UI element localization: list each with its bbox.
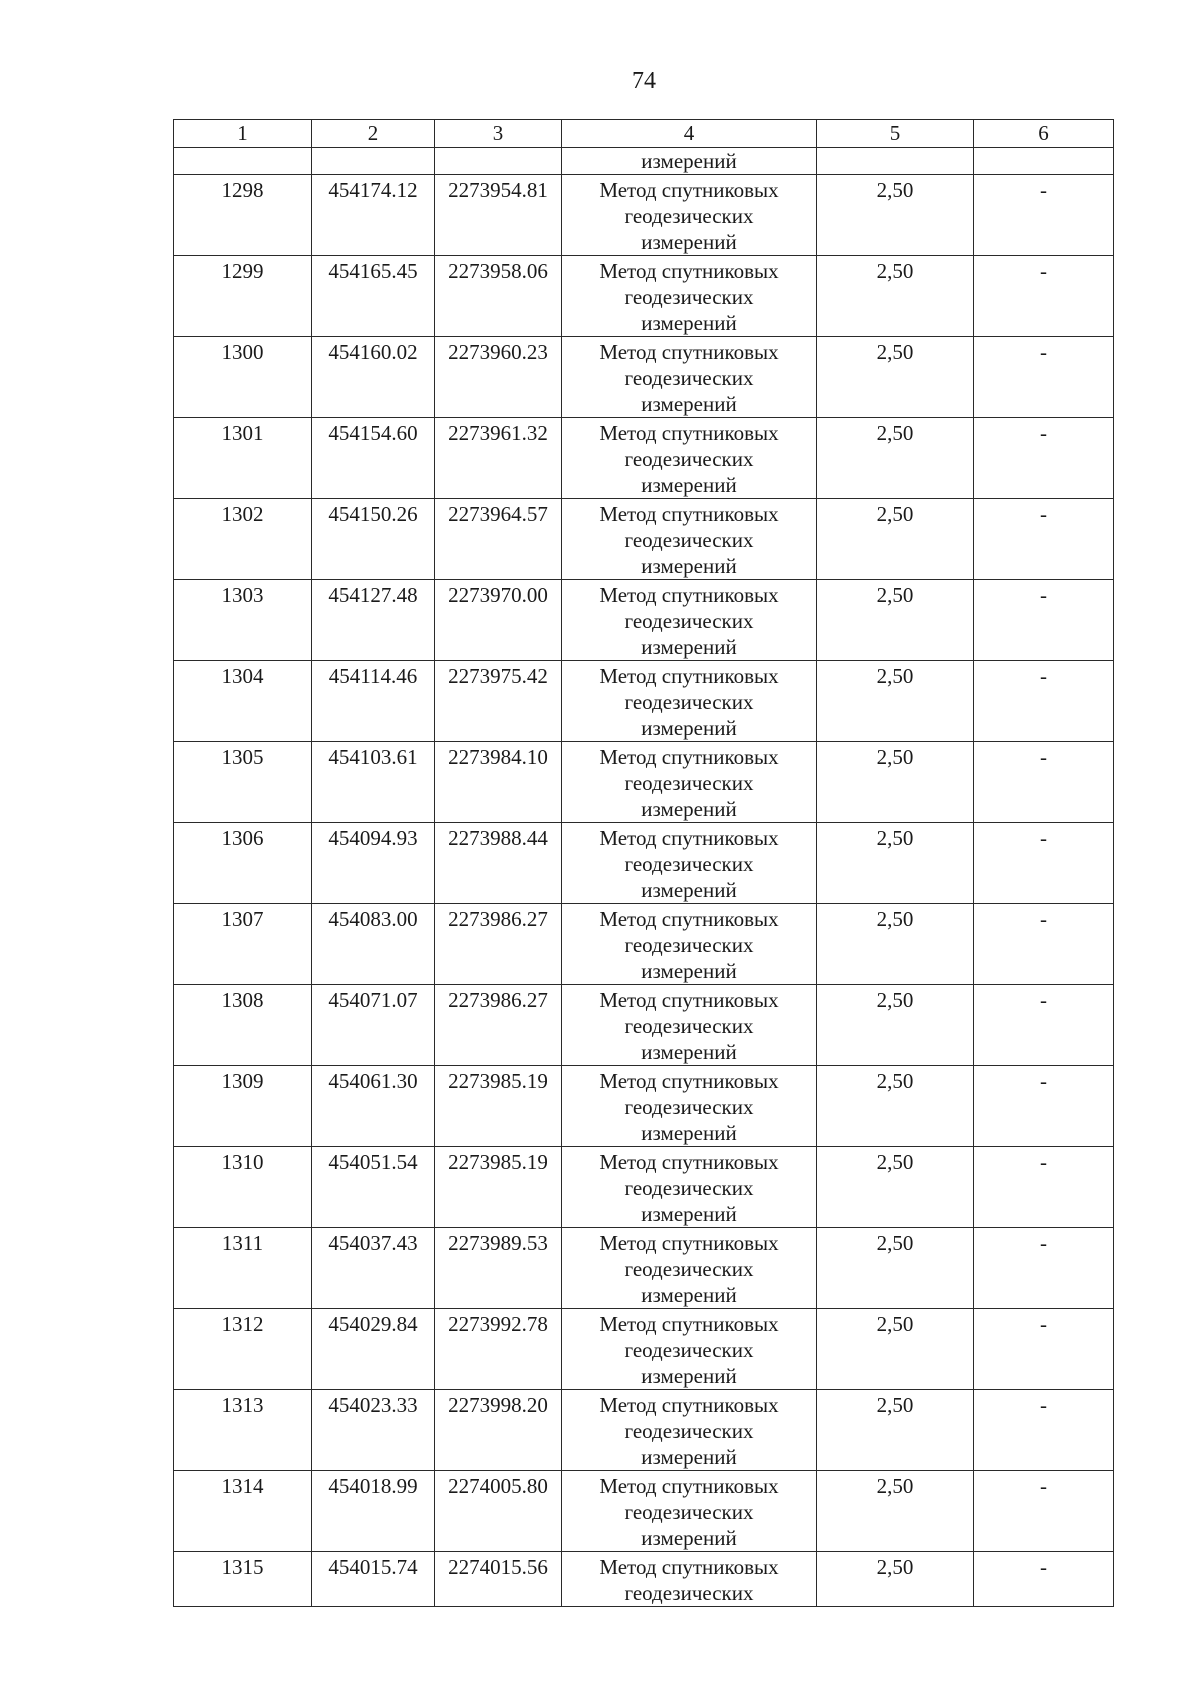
y-coordinate-cell: 2273985.19 bbox=[435, 1147, 562, 1228]
note-cell: - bbox=[974, 1066, 1114, 1147]
y-coordinate-cell: 2273954.81 bbox=[435, 175, 562, 256]
method-line: Метод спутниковых bbox=[599, 340, 779, 364]
table-body bbox=[174, 148, 1114, 1607]
x-coordinate-cell: 454051.54 bbox=[312, 1147, 435, 1228]
method-cell bbox=[562, 175, 817, 256]
continuation-cell-3 bbox=[435, 148, 562, 175]
note-cell: - bbox=[974, 1309, 1114, 1390]
table-row bbox=[174, 1147, 1114, 1228]
table-row bbox=[174, 580, 1114, 661]
method-line: измерений bbox=[641, 1283, 737, 1307]
x-coordinate-cell: 454015.74 bbox=[312, 1552, 435, 1607]
method-line: Метод спутниковых bbox=[599, 178, 779, 202]
accuracy-cell: 2,50 bbox=[817, 499, 974, 580]
x-coordinate-cell: 454071.07 bbox=[312, 985, 435, 1066]
method-line: геодезических bbox=[624, 204, 754, 228]
y-coordinate-cell: 2273985.19 bbox=[435, 1066, 562, 1147]
x-coordinate-cell: 454165.45 bbox=[312, 256, 435, 337]
note-cell: - bbox=[974, 580, 1114, 661]
method-line: измерений bbox=[641, 1202, 737, 1226]
method-line: геодезических bbox=[624, 933, 754, 957]
accuracy-cell: 2,50 bbox=[817, 418, 974, 499]
table-row bbox=[174, 499, 1114, 580]
point-number-cell: 1308 bbox=[174, 985, 312, 1066]
point-number-cell: 1312 bbox=[174, 1309, 312, 1390]
note-cell: - bbox=[974, 1471, 1114, 1552]
method-line: геодезических bbox=[624, 447, 754, 471]
point-number-cell: 1298 bbox=[174, 175, 312, 256]
column-header-6: 6 bbox=[974, 120, 1114, 148]
point-number-cell: 1309 bbox=[174, 1066, 312, 1147]
y-coordinate-cell: 2273986.27 bbox=[435, 904, 562, 985]
method-line: измерений bbox=[641, 797, 737, 821]
table-row bbox=[174, 256, 1114, 337]
table-row bbox=[174, 1552, 1114, 1607]
method-line: измерений bbox=[641, 1040, 737, 1064]
point-number-cell: 1311 bbox=[174, 1228, 312, 1309]
x-coordinate-cell: 454083.00 bbox=[312, 904, 435, 985]
table-row bbox=[174, 1390, 1114, 1471]
table-row bbox=[174, 337, 1114, 418]
x-coordinate-cell: 454174.12 bbox=[312, 175, 435, 256]
accuracy-cell: 2,50 bbox=[817, 1390, 974, 1471]
note-cell: - bbox=[974, 418, 1114, 499]
continuation-cell-1 bbox=[174, 148, 312, 175]
method-cell bbox=[562, 1471, 817, 1552]
y-coordinate-cell: 2273998.20 bbox=[435, 1390, 562, 1471]
method-cell bbox=[562, 580, 817, 661]
accuracy-cell: 2,50 bbox=[817, 985, 974, 1066]
y-coordinate-cell: 2273975.42 bbox=[435, 661, 562, 742]
table-row bbox=[174, 904, 1114, 985]
method-line: измерений bbox=[641, 1526, 737, 1550]
continuation-cell-2 bbox=[312, 148, 435, 175]
point-number-cell: 1305 bbox=[174, 742, 312, 823]
method-line: геодезических bbox=[624, 1500, 754, 1524]
method-line: измерений bbox=[641, 230, 737, 254]
method-line: Метод спутниковых bbox=[599, 907, 779, 931]
method-cell bbox=[562, 1552, 817, 1607]
x-coordinate-cell: 454023.33 bbox=[312, 1390, 435, 1471]
y-coordinate-cell: 2273984.10 bbox=[435, 742, 562, 823]
method-line: измерений bbox=[641, 635, 737, 659]
method-cell bbox=[562, 1066, 817, 1147]
method-line: Метод спутниковых bbox=[599, 1312, 779, 1336]
method-line: Метод спутниковых bbox=[599, 1150, 779, 1174]
method-cell bbox=[562, 1390, 817, 1471]
method-line: геодезических bbox=[624, 528, 754, 552]
page-number: 74 bbox=[632, 68, 656, 94]
accuracy-cell: 2,50 bbox=[817, 742, 974, 823]
accuracy-cell: 2,50 bbox=[817, 661, 974, 742]
method-cell bbox=[562, 499, 817, 580]
table-header-row bbox=[174, 120, 1114, 148]
accuracy-cell: 2,50 bbox=[817, 904, 974, 985]
accuracy-cell: 2,50 bbox=[817, 256, 974, 337]
note-cell: - bbox=[974, 985, 1114, 1066]
note-cell: - bbox=[974, 337, 1114, 418]
method-line: геодезических bbox=[624, 690, 754, 714]
method-cell bbox=[562, 337, 817, 418]
column-header-1: 1 bbox=[174, 120, 312, 148]
method-cell bbox=[562, 1309, 817, 1390]
x-coordinate-cell: 454094.93 bbox=[312, 823, 435, 904]
method-line: измерений bbox=[641, 1445, 737, 1469]
method-cell bbox=[562, 1228, 817, 1309]
x-coordinate-cell: 454018.99 bbox=[312, 1471, 435, 1552]
method-line: Метод спутниковых bbox=[599, 988, 779, 1012]
y-coordinate-cell: 2273989.53 bbox=[435, 1228, 562, 1309]
accuracy-cell: 2,50 bbox=[817, 337, 974, 418]
method-line: измерений bbox=[641, 473, 737, 497]
note-cell: - bbox=[974, 904, 1114, 985]
method-line: геодезических bbox=[624, 1257, 754, 1281]
table-row bbox=[174, 742, 1114, 823]
accuracy-cell: 2,50 bbox=[817, 1147, 974, 1228]
note-cell: - bbox=[974, 499, 1114, 580]
method-line: геодезических bbox=[624, 1095, 754, 1119]
method-line: Метод спутниковых bbox=[599, 1555, 779, 1579]
accuracy-cell: 2,50 bbox=[817, 175, 974, 256]
point-number-cell: 1307 bbox=[174, 904, 312, 985]
method-cell bbox=[562, 661, 817, 742]
method-line: геодезических bbox=[624, 609, 754, 633]
y-coordinate-cell: 2273958.06 bbox=[435, 256, 562, 337]
method-line: геодезических bbox=[624, 285, 754, 309]
method-line: измерений bbox=[641, 1364, 737, 1388]
method-cell bbox=[562, 418, 817, 499]
note-cell: - bbox=[974, 661, 1114, 742]
y-coordinate-cell: 2273964.57 bbox=[435, 499, 562, 580]
y-coordinate-cell: 2273986.27 bbox=[435, 985, 562, 1066]
method-cell bbox=[562, 904, 817, 985]
point-number-cell: 1301 bbox=[174, 418, 312, 499]
point-number-cell: 1315 bbox=[174, 1552, 312, 1607]
table-row bbox=[174, 418, 1114, 499]
note-cell: - bbox=[974, 1552, 1114, 1607]
note-cell: - bbox=[974, 823, 1114, 904]
table-row bbox=[174, 175, 1114, 256]
point-number-cell: 1304 bbox=[174, 661, 312, 742]
method-cell bbox=[562, 256, 817, 337]
table-row bbox=[174, 985, 1114, 1066]
point-number-cell: 1303 bbox=[174, 580, 312, 661]
y-coordinate-cell: 2273961.32 bbox=[435, 418, 562, 499]
note-cell: - bbox=[974, 1390, 1114, 1471]
method-line: Метод спутниковых bbox=[599, 583, 779, 607]
method-line: Метод спутниковых bbox=[599, 664, 779, 688]
method-line: геодезических bbox=[624, 771, 754, 795]
y-coordinate-cell: 2273960.23 bbox=[435, 337, 562, 418]
x-coordinate-cell: 454150.26 bbox=[312, 499, 435, 580]
table-row bbox=[174, 1309, 1114, 1390]
y-coordinate-cell: 2273970.00 bbox=[435, 580, 562, 661]
method-line: Метод спутниковых bbox=[599, 421, 779, 445]
continuation-cell-5 bbox=[817, 148, 974, 175]
continuation-row bbox=[174, 148, 1114, 175]
method-line: измерений bbox=[641, 716, 737, 740]
accuracy-cell: 2,50 bbox=[817, 1228, 974, 1309]
y-coordinate-cell: 2274005.80 bbox=[435, 1471, 562, 1552]
method-line: геодезических bbox=[624, 1176, 754, 1200]
method-line: измерений bbox=[641, 392, 737, 416]
method-line: геодезических bbox=[624, 852, 754, 876]
accuracy-cell: 2,50 bbox=[817, 1552, 974, 1607]
note-cell: - bbox=[974, 742, 1114, 823]
method-line: геодезических bbox=[624, 1419, 754, 1443]
x-coordinate-cell: 454103.61 bbox=[312, 742, 435, 823]
point-number-cell: 1299 bbox=[174, 256, 312, 337]
method-line: геодезических bbox=[624, 1338, 754, 1362]
column-header-2: 2 bbox=[312, 120, 435, 148]
method-line: Метод спутниковых bbox=[599, 745, 779, 769]
x-coordinate-cell: 454114.46 bbox=[312, 661, 435, 742]
point-number-cell: 1313 bbox=[174, 1390, 312, 1471]
note-cell: - bbox=[974, 1228, 1114, 1309]
x-coordinate-cell: 454127.48 bbox=[312, 580, 435, 661]
y-coordinate-cell: 2273988.44 bbox=[435, 823, 562, 904]
method-line: Метод спутниковых bbox=[599, 1393, 779, 1417]
accuracy-cell: 2,50 bbox=[817, 1471, 974, 1552]
table-row bbox=[174, 823, 1114, 904]
method-line: Метод спутниковых bbox=[599, 1474, 779, 1498]
point-number-cell: 1310 bbox=[174, 1147, 312, 1228]
table-row bbox=[174, 1228, 1114, 1309]
point-number-cell: 1306 bbox=[174, 823, 312, 904]
method-line: геодезических bbox=[624, 1581, 754, 1605]
x-coordinate-cell: 454154.60 bbox=[312, 418, 435, 499]
method-line: Метод спутниковых bbox=[599, 1231, 779, 1255]
x-coordinate-cell: 454061.30 bbox=[312, 1066, 435, 1147]
continuation-cell-6 bbox=[974, 148, 1114, 175]
x-coordinate-cell: 454037.43 bbox=[312, 1228, 435, 1309]
column-header-5: 5 bbox=[817, 120, 974, 148]
method-line: геодезических bbox=[624, 1014, 754, 1038]
coordinates-table bbox=[173, 119, 1114, 1607]
note-cell: - bbox=[974, 1147, 1114, 1228]
table-row bbox=[174, 1066, 1114, 1147]
method-cell bbox=[562, 742, 817, 823]
accuracy-cell: 2,50 bbox=[817, 1309, 974, 1390]
method-line: Метод спутниковых bbox=[599, 502, 779, 526]
table-row bbox=[174, 1471, 1114, 1552]
table-row bbox=[174, 661, 1114, 742]
method-cell bbox=[562, 985, 817, 1066]
accuracy-cell: 2,50 bbox=[817, 580, 974, 661]
point-number-cell: 1300 bbox=[174, 337, 312, 418]
method-line: измерений bbox=[641, 1121, 737, 1145]
method-line: Метод спутниковых bbox=[599, 259, 779, 283]
point-number-cell: 1314 bbox=[174, 1471, 312, 1552]
point-number-cell: 1302 bbox=[174, 499, 312, 580]
method-cell bbox=[562, 823, 817, 904]
method-cell bbox=[562, 1147, 817, 1228]
method-line: Метод спутниковых bbox=[599, 826, 779, 850]
method-line: Метод спутниковых bbox=[599, 1069, 779, 1093]
method-line: измерений bbox=[641, 554, 737, 578]
y-coordinate-cell: 2274015.56 bbox=[435, 1552, 562, 1607]
note-cell: - bbox=[974, 256, 1114, 337]
y-coordinate-cell: 2273992.78 bbox=[435, 1309, 562, 1390]
continuation-method-cell: измерений bbox=[562, 148, 817, 175]
x-coordinate-cell: 454029.84 bbox=[312, 1309, 435, 1390]
x-coordinate-cell: 454160.02 bbox=[312, 337, 435, 418]
accuracy-cell: 2,50 bbox=[817, 1066, 974, 1147]
column-header-3: 3 bbox=[435, 120, 562, 148]
method-line: измерений bbox=[641, 878, 737, 902]
note-cell: - bbox=[974, 175, 1114, 256]
column-header-4: 4 bbox=[562, 120, 817, 148]
method-line: измерений bbox=[641, 959, 737, 983]
method-line: измерений bbox=[641, 311, 737, 335]
accuracy-cell: 2,50 bbox=[817, 823, 974, 904]
method-line: геодезических bbox=[624, 366, 754, 390]
